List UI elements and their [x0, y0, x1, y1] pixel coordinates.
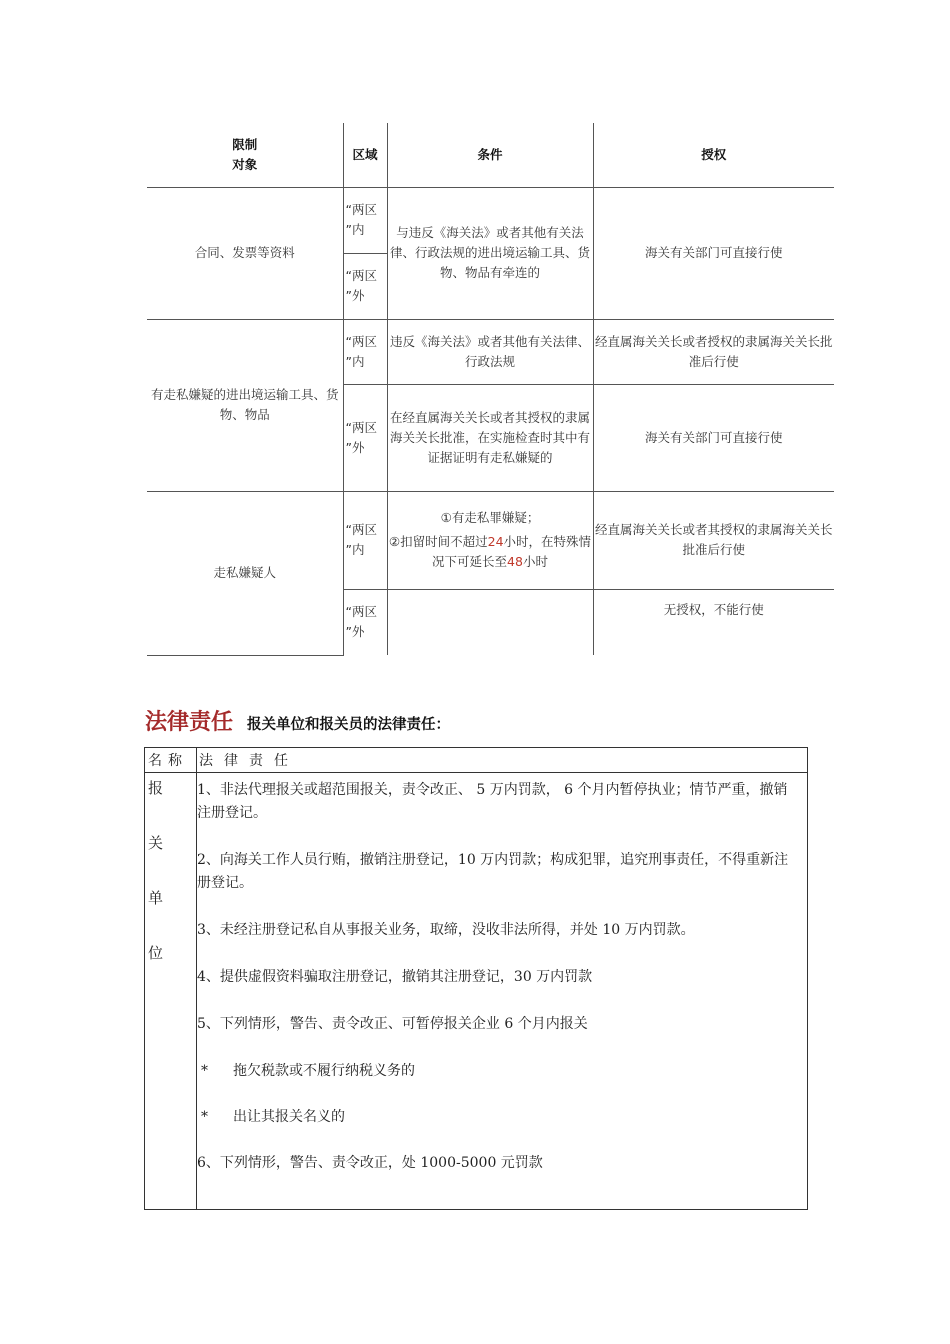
entity-name-char: 位 — [148, 944, 164, 962]
entity-name-cell — [145, 773, 197, 1210]
condition-line — [389, 532, 592, 572]
section-title: 法律责任 — [145, 710, 234, 735]
liability-item: 3、未经注册登记私自从事报关业务，取缔，没收非法所得，并处 10 万内罚款。 — [197, 922, 695, 938]
entity-name-char: 报 — [148, 779, 164, 797]
zone-line: ”内 — [345, 353, 365, 369]
zone-outer-cell — [343, 384, 387, 491]
hours-number: 24 — [487, 534, 504, 549]
header-condition: 条件 — [387, 123, 593, 187]
section-subtitle: 报关单位和报关员的法律责任： — [247, 717, 451, 733]
authority-cell: 无授权，不能行使 — [593, 589, 834, 655]
asterisk-bullet: * — [201, 1063, 208, 1079]
header-name: 名称 — [145, 748, 197, 773]
zone-line: “两区 — [345, 604, 377, 620]
table-row — [147, 187, 834, 253]
zone-line: ”外 — [345, 624, 365, 640]
table-row — [147, 319, 834, 384]
zone-line: ”内 — [345, 222, 365, 237]
asterisk-bullet: * — [201, 1109, 208, 1125]
subitem-text: 出让其报关名义的 — [233, 1109, 345, 1125]
object-cell: 合同、发票等资料 — [147, 187, 343, 319]
zone-line: “两区 — [345, 419, 377, 435]
condition-cell: 在经直属海关关长或者其授权的隶属海关关长批准，在实施检查时其中有证据证明有走私嫌疑的 — [387, 384, 593, 491]
entity-name-char: 关 — [148, 834, 164, 852]
table-row — [145, 773, 808, 1210]
object-cell: 走私嫌疑人 — [147, 491, 343, 655]
condition-cell — [387, 491, 593, 589]
authority-cell: 海关有关部门可直接行使 — [593, 384, 834, 491]
zone-inner-cell — [343, 187, 387, 253]
entity-name-char: 单 — [148, 889, 164, 907]
header-zone: 区域 — [343, 123, 387, 187]
condition-line: ①有走私罪嫌疑； — [440, 510, 540, 525]
zone-inner-cell — [343, 319, 387, 384]
header-limit-line1: 限制 — [232, 136, 258, 152]
header-limit-object — [147, 123, 343, 187]
authority-cell: 海关有关部门可直接行使 — [593, 187, 834, 319]
zone-line: “两区 — [345, 522, 377, 537]
zone-line: ”外 — [345, 439, 365, 455]
condition-text: 小时 — [522, 554, 548, 569]
section-heading — [145, 705, 450, 741]
header-authority: 授权 — [593, 123, 834, 187]
liability-item: 5、下列情形，警告、责令改正、可暂停报关企业 6 个月内报关 — [197, 1016, 588, 1032]
table-header-row — [145, 748, 808, 773]
zone-line: “两区 — [345, 268, 377, 283]
subitem-text: 拖欠税款或不履行纳税义务的 — [233, 1063, 415, 1079]
liability-subitem — [197, 1060, 797, 1083]
zone-line: “两区 — [345, 202, 377, 217]
authority-cell: 经直属海关关长或者授权的隶属海关关长批准后行使 — [593, 319, 834, 384]
header-limit-line2: 对象 — [232, 156, 258, 172]
condition-text: 小时，在特殊情况下可延长至 — [432, 534, 592, 569]
liability-item: 1、非法代理报关或超范围报关，责令改正、 5 万内罚款， 6 个月内暂停执业；情节严重，撤销注册登记。 — [197, 782, 788, 821]
liability-item: 4、提供虚假资料骗取注册登记，撤销其注册登记，30 万内罚款 — [197, 969, 593, 985]
zone-outer-cell — [343, 253, 387, 319]
condition-cell: 与违反《海关法》或者其他有关法律、行政法规的进出境运输工具、货物、物品有牵连的 — [387, 187, 593, 319]
condition-text: ②扣留时间不超过 — [388, 534, 488, 549]
authority-cell: 经直属海关关长或者其授权的隶属海关关长批准后行使 — [593, 491, 834, 589]
table-header-row — [147, 123, 834, 187]
header-responsibility: 法律责任 — [197, 748, 808, 773]
zone-inner-cell — [343, 491, 387, 589]
liability-subitem — [197, 1106, 797, 1129]
condition-cell — [387, 589, 593, 655]
hours-number: 48 — [507, 554, 523, 569]
restriction-table — [147, 123, 834, 656]
liability-item: 2、向海关工作人员行贿，撤销注册登记，10 万内罚款；构成犯罪，追究刑事责任，不得重新注册登记。 — [197, 852, 789, 891]
responsibility-cell — [197, 773, 808, 1210]
liability-table — [144, 747, 808, 1210]
condition-cell: 违反《海关法》或者其他有关法律、行政法规 — [387, 319, 593, 384]
zone-line: “两区 — [345, 333, 377, 349]
zone-outer-cell — [343, 589, 387, 655]
liability-item: 6、下列情形，警告、责令改正，处 1000-5000 元罚款 — [197, 1155, 543, 1171]
object-cell: 有走私嫌疑的进出境运输工具、货物、物品 — [147, 319, 343, 491]
zone-line: ”外 — [345, 288, 365, 303]
zone-line: ”内 — [345, 542, 365, 557]
table-row — [147, 491, 834, 589]
